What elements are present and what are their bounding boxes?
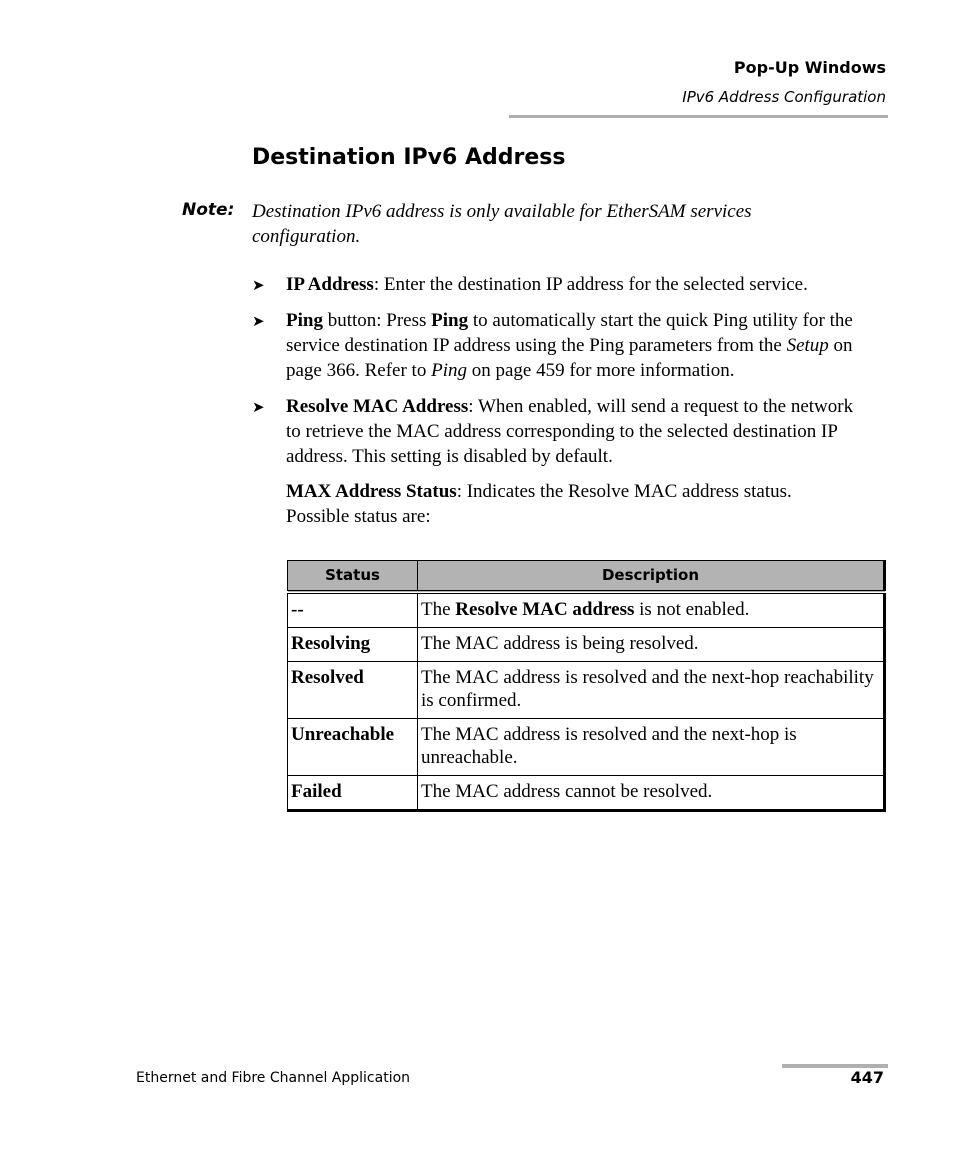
status-cell: Failed xyxy=(288,776,418,811)
arrow-bullet-icon: ➤ xyxy=(252,314,265,330)
ip-address-term: IP Address xyxy=(286,274,374,295)
ping-text-2: to automatically start the quick Ping utility for the service destination IP address using the Ping parameters from the xyxy=(286,310,853,356)
header-subsection-title: IPv6 Address Configuration xyxy=(682,88,886,106)
description-text: is not enabled. xyxy=(634,599,750,620)
description-cell: The MAC address is resolved and the next-hop is unreachable. xyxy=(418,719,885,776)
page-title: Destination IPv6 Address xyxy=(252,145,566,170)
resolve-mac-text: : When enabled, will send a request to the network to retrieve the MAC address corresponding to the selected destination IP address. This setting is disabled by default. xyxy=(286,396,854,467)
status-cell: Unreachable xyxy=(288,719,418,776)
description-text: The xyxy=(421,599,456,620)
max-status-text: : Indicates the Resolve MAC address status. Possible status are: xyxy=(286,481,792,527)
page-number: 447 xyxy=(850,1068,884,1087)
table-header-row xyxy=(288,561,885,593)
table-row xyxy=(288,628,885,662)
description-cell xyxy=(418,592,885,628)
note-label: Note: xyxy=(182,200,235,220)
column-header-description: Description xyxy=(418,561,885,593)
ping-text-3: on page 366. Refer to xyxy=(286,335,853,381)
ip-address-text: : Enter the destination IP address for the selected service. xyxy=(373,274,808,295)
header-section-title: Pop-Up Windows xyxy=(733,58,886,77)
table-row xyxy=(288,662,885,719)
description-cell: The MAC address cannot be resolved. xyxy=(418,776,885,811)
resolve-mac-term: Resolve MAC Address xyxy=(286,396,469,417)
note-text: Destination IPv6 address is only available for EtherSAM services configuration. xyxy=(252,201,752,247)
arrow-bullet-icon: ➤ xyxy=(252,278,265,294)
footer-document-title: Ethernet and Fibre Channel Application xyxy=(136,1070,411,1086)
ping-text-1: button: Press xyxy=(322,310,432,331)
table-row xyxy=(288,776,885,811)
max-address-status-paragraph xyxy=(286,479,846,529)
status-cell: Resolved xyxy=(288,662,418,719)
max-status-term: MAX Address Status xyxy=(286,481,457,502)
ping-term-2: Ping xyxy=(431,310,469,331)
ping-ref-link[interactable]: Ping xyxy=(431,360,467,381)
ping-term: Ping xyxy=(286,310,323,331)
table-row xyxy=(288,719,885,776)
arrow-bullet-icon: ➤ xyxy=(252,400,265,416)
column-header-status: Status xyxy=(288,561,418,593)
ping-text-4: on page 459 for more information. xyxy=(466,360,735,381)
status-table xyxy=(287,560,886,812)
description-cell: The MAC address is resolved and the next-hop reachability is confirmed. xyxy=(418,662,885,719)
status-cell: -- xyxy=(288,592,418,628)
description-bold-term: Resolve MAC address xyxy=(455,599,635,620)
setup-ref-link[interactable]: Setup xyxy=(786,335,829,356)
header-rule xyxy=(509,115,888,118)
description-cell: The MAC address is being resolved. xyxy=(418,628,885,662)
status-cell: Resolving xyxy=(288,628,418,662)
table-row xyxy=(288,592,885,628)
